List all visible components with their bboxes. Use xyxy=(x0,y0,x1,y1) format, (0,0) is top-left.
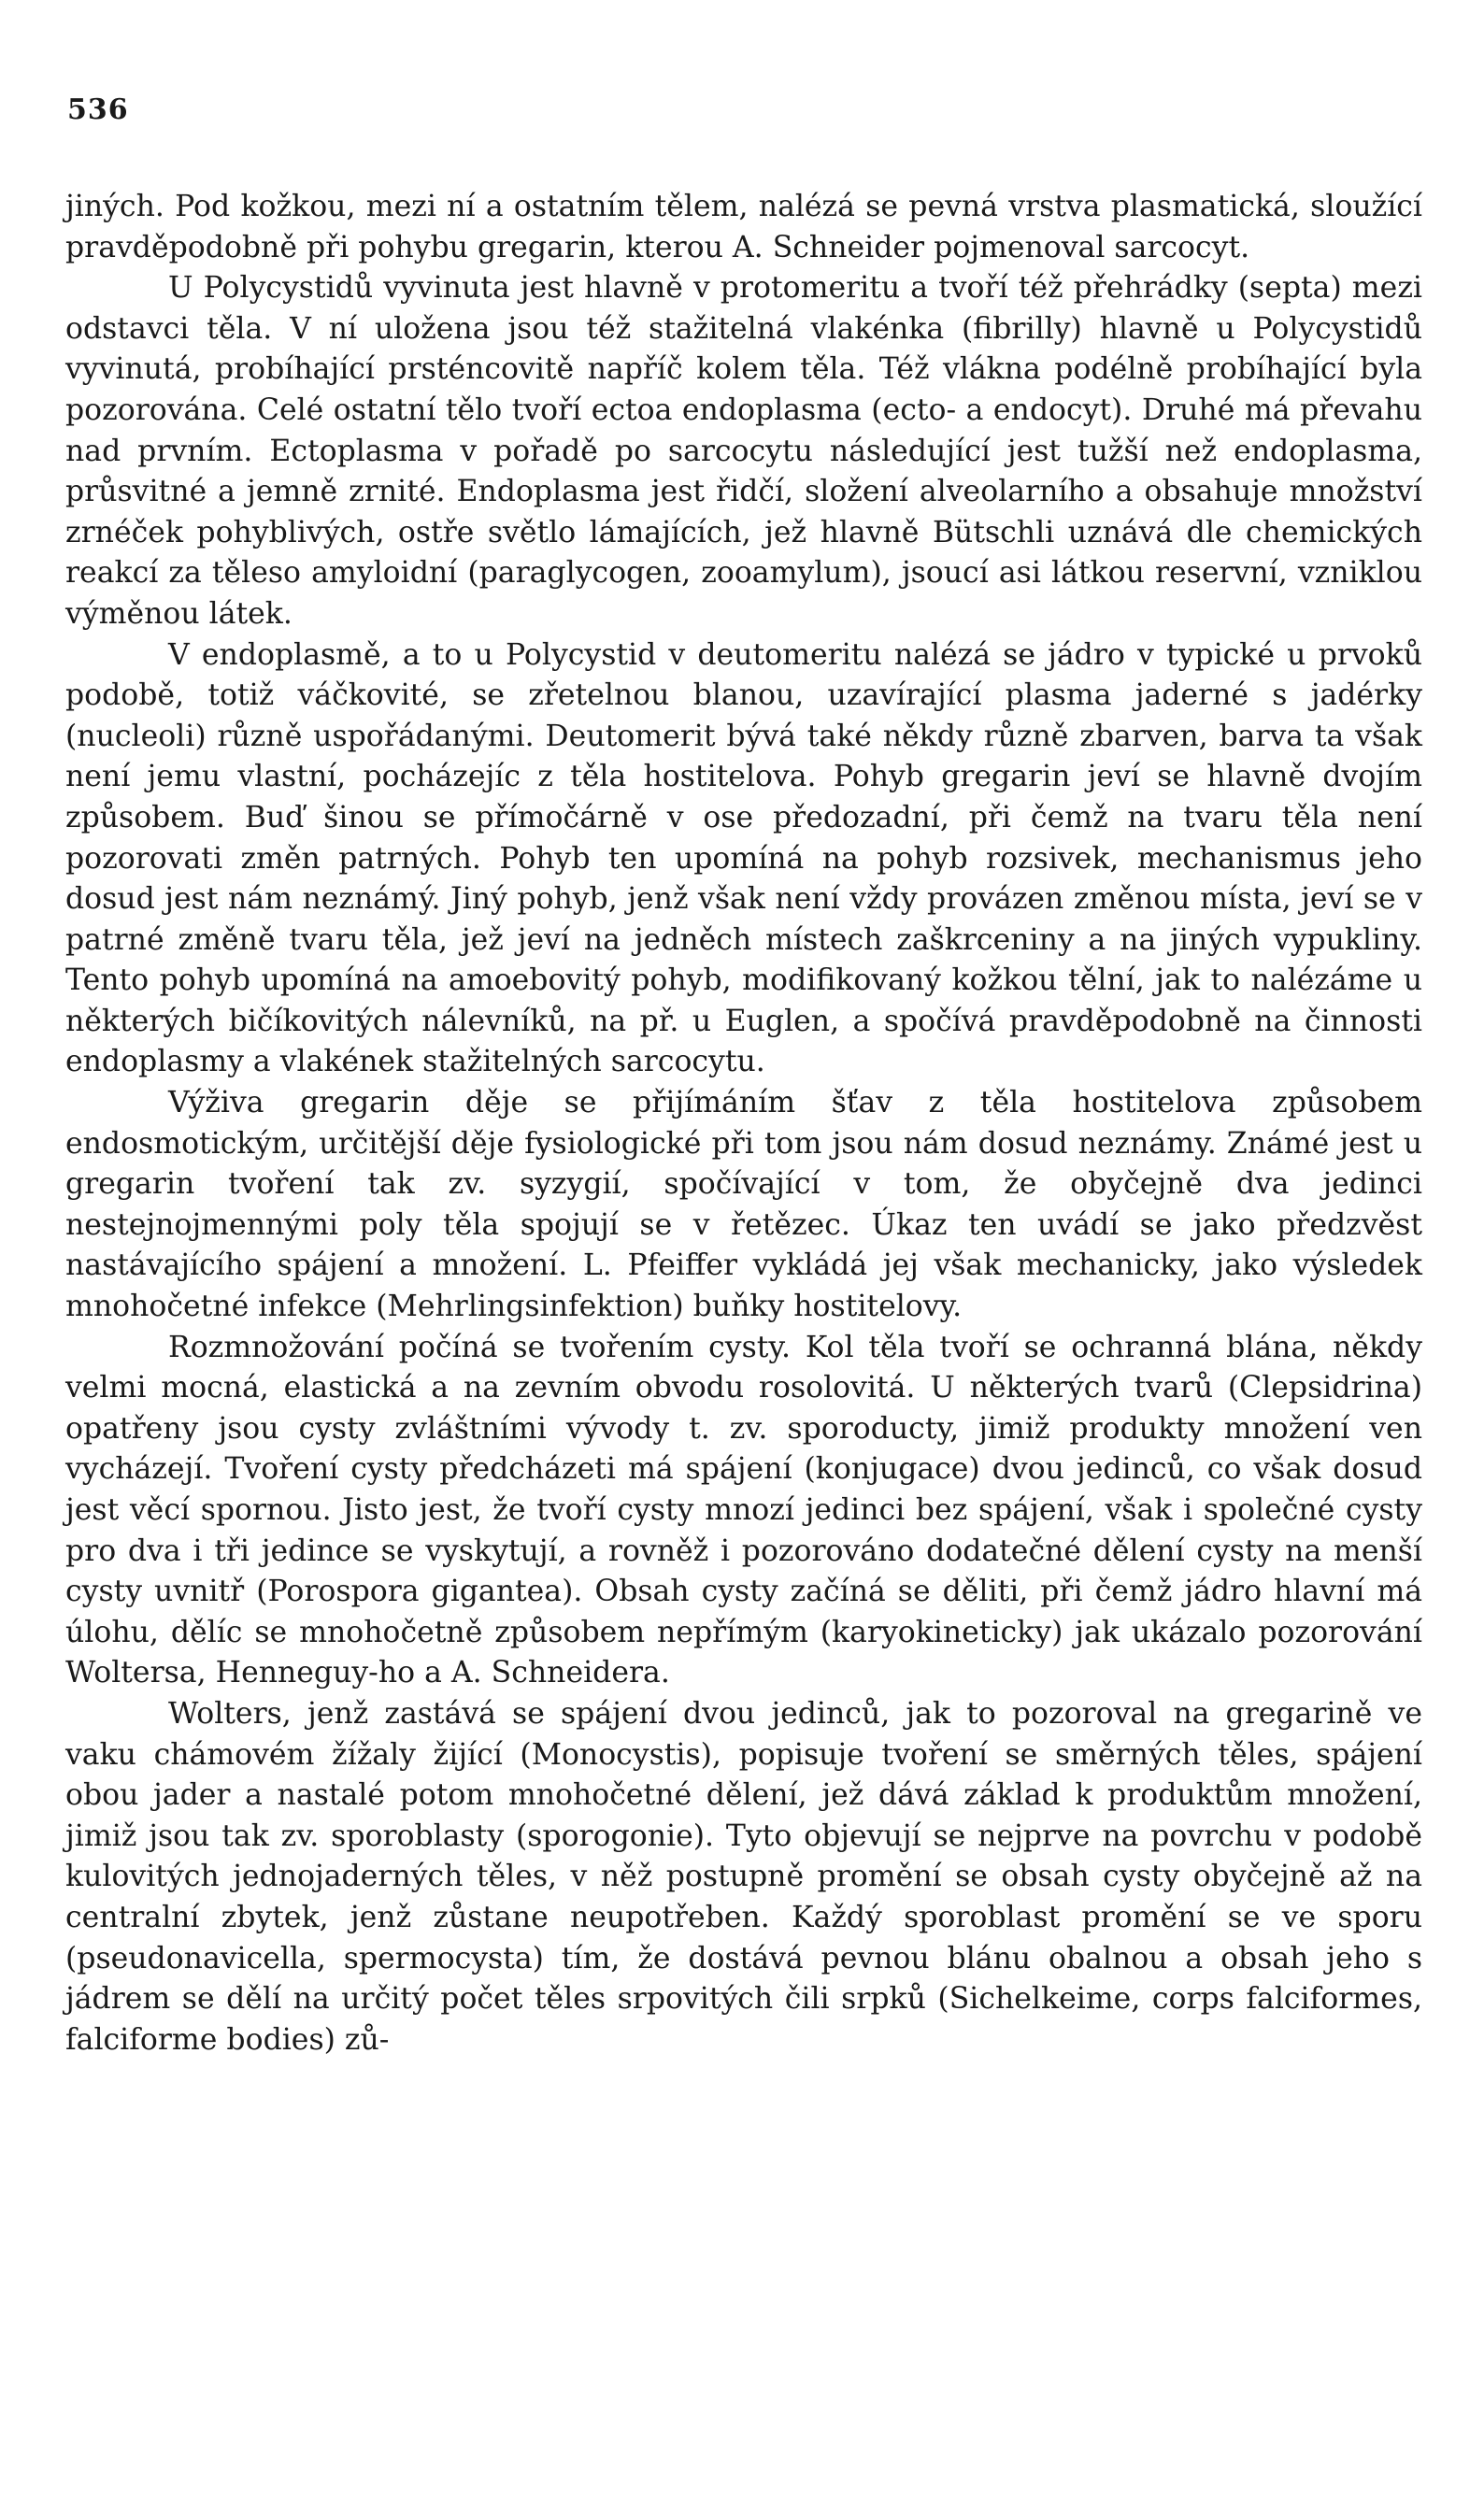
page-number: 536 xyxy=(67,93,129,126)
paragraph-4: Výživa gregarin děje se přijímáním šťav z těla hostitelova způsobem endosmotickým, určitější děje fysiologické při tom jsou nám dosud neznámy. Známé jest u gregarin tvoření tak zv. syzygií, spočívající v tom, že obyčejně dva jedinci nestejnojmennými poly těla spojují se v řetězec. Úkaz ten uvádí se jako předzvěst nastávajícího spájení a množení. L. Pfeiffer vykládá jej však mechanicky, jako výsledek mnohočetné infekce (Mehrlingsinfektion) buňky hostitelovy. xyxy=(65,1086,1422,1324)
paragraph-2: U Polycystidů vyvinuta jest hlavně v protomeritu a tvoří též přehrádky (septa) mezi odstavci těla. V ní uložena jsou též stažitelná vlakénka (fibrilly) hlavně u Polycystidů vyvinutá, probíhající prsténcovitě napříč kolem těla. Též vlákna podélně probíhající byla pozorována. Celé ostatní tělo tvoří ectoa endoplasma (ecto- a endocyt). Druhé má převahu nad prvním. Ectoplasma v pořadě po sarcocytu následující jest tužší než endoplasma, průsvitné a jemně zrnité. Endoplasma jest řidčí, složení alveolarního a obsahuje množství zrnéček pohyblivých, ostře světlo lámajících, jež hlavně Bütschli uznává dle chemických reakcí za těleso amyloidní (paraglycogen, zooamylum), jsoucí asi látkou reservní, vzniklou výměnou látek. xyxy=(65,271,1422,631)
paragraph-6: Wolters, jenž zastává se spájení dvou jedinců, jak to pozoroval na gregarině ve vaku chámovém žížaly žijící (Monocystis), popisuje tvoření se směrných těles, spájení obou jader a nastalé potom mnohočetné dělení, jež dává základ k produktům množení, jimiž jsou tak zv. sporoblasty (sporogonie). Tyto objevují se nejprve na povrchu v podobě kulovitých jednojaderných těles, v něž postupně promění se obsah cysty obyčejně až na centralní zbytek, jenž zůstane neupotřeben. Každý sporoblast promění se ve sporu (pseudonavicella, spermocysta) tím, že dostává pevnou blánu obalnou a obsah jeho s jádrem se dělí na určitý počet těles srpovitých čili srpků (Sichelkeime, corps falciformes, falciforme bodies) zů- xyxy=(65,1696,1422,2057)
page-body-text xyxy=(65,187,1422,2061)
paragraph-5: Rozmnožování počíná se tvořením cysty. Kol těla tvoří se ochranná blána, někdy velmi mocná, elastická a na zevním obvodu rosolovitá. U některých tvarů (Clepsidrina) opatřeny jsou cysty zvláštními vývody t. zv. sporoducty, jimiž produkty množení ven vycházejí. Tvoření cysty předcházeti má spájení (konjugace) dvou jedinců, co však dosud jest věcí spornou. Jisto jest, že tvoří cysty mnozí jedinci bez spájení, však i společné cysty pro dva i tři jedince se vyskytují, a rovněž i pozorováno dodatečné dělení cysty na menší cysty uvnitř (Porospora gigantea). Obsah cysty začíná se děliti, při čemž jádro hlavní má úlohu, dělíc se mnohočetně způsobem nepřímým (karyokineticky) jak ukázalo pozorování Woltersa, Henneguy-ho a A. Schneidera. xyxy=(65,1330,1422,1690)
paragraph-1: jiných. Pod kožkou, mezi ní a ostatním tělem, nalézá se pevná vrstva plasmatická, sloužící pravděpodobně při pohybu gregarin, kterou A. Schneider pojmenoval sarcocyt. xyxy=(65,190,1422,264)
paragraph-3: V endoplasmě, a to u Polycystid v deutomeritu nalézá se jádro v typické u prvoků podobě, totiž váčkovité, se zřetelnou blanou, uzavírající plasma jaderné s jadérky (nucleoli) různě uspořádanými. Deutomerit bývá také někdy různě zbarven, barva ta však není jemu vlastní, pocházejíc z těla hostitelova. Pohyb gregarin jeví se hlavně dvojím způsobem. Buď šinou se přímočárně v ose předozadní, při čemž na tvaru těla není pozorovati změn patrných. Pohyb ten upomíná na pohyb rozsivek, mechanismus jeho dosud jest nám neznámý. Jiný pohyb, jenž však není vždy provázen změnou místa, jeví se v patrné změně tvaru těla, jež jeví na jedněch místech zaškrceniny a na jiných vypukliny. Tento pohyb upomíná na amoebovitý pohyb, modifikovaný kožkou tělní, jak to nalézáme u některých bičíkovitých nálevníků, na př. u Euglen, a spočívá pravděpodobně na činnosti endoplasmy a vlakének stažitelných sarcocytu. xyxy=(65,637,1422,1079)
